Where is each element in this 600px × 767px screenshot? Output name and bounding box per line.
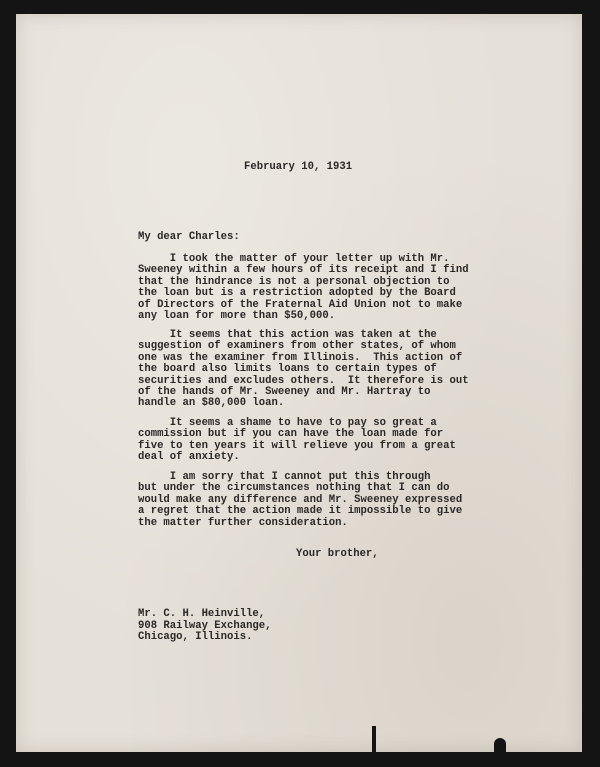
paragraph-line: It seems a shame to have to pay so great a: [138, 417, 437, 429]
paragraph-line: of Directors of the Fraternal Aid Union not to make: [138, 298, 463, 311]
letter-closing: Your brother,: [296, 548, 379, 560]
paragraph-3: [138, 418, 558, 464]
paragraph-line: the loan but is a restriction adopted by the Board: [138, 287, 456, 300]
paragraph-line: It seems that this action was taken at the: [138, 329, 437, 341]
paragraph-line: one was the examiner from Illinois. This action of: [138, 351, 463, 364]
paragraph-2: [138, 330, 558, 410]
paragraph-line: of the hands of Mr. Sweeney and Mr. Hartray to: [138, 385, 431, 398]
paragraph-line: a regret that the action made it impossible to give: [138, 505, 463, 518]
paragraph-line: would make any difference and Mr. Sweeney expressed: [138, 493, 463, 506]
address-line: Mr. C. H. Heinville,: [138, 608, 266, 620]
paragraph-line: five to ten years it will relieve you from a great: [138, 439, 456, 452]
paragraph-line: that the hindrance is not a personal objection to: [138, 275, 450, 288]
paragraph-line: I am sorry that I cannot put this through: [138, 471, 431, 483]
paragraph-line: the matter further consideration.: [138, 516, 348, 529]
address-line: 908 Railway Exchange,: [138, 619, 272, 632]
paragraph-line: handle an $80,000 loan.: [138, 397, 285, 410]
address-line: Chicago, Illinois.: [138, 631, 253, 644]
paragraph-line: securities and excludes others. It therefore is out: [138, 374, 469, 387]
paragraph-line: any loan for more than $50,000.: [138, 309, 336, 322]
paragraph-line: Sweeney within a few hours of its receipt and I find: [138, 264, 469, 277]
paragraph-line: deal of anxiety.: [138, 451, 240, 464]
letter-page: [16, 14, 582, 752]
paragraph-line: I took the matter of your letter up with Mr.: [138, 253, 450, 265]
paragraph-line: commission but if you can have the loan made for: [138, 428, 444, 441]
paragraph-line: the board also limits loans to certain types of: [138, 363, 437, 376]
recipient-address: [138, 609, 272, 644]
paragraph-line: suggestion of examiners from other states, of whom: [138, 340, 456, 353]
letter-salutation: My dear Charles:: [138, 231, 240, 243]
letter-body: [16, 14, 582, 752]
paragraph-4: [138, 472, 558, 529]
letter-date: February 10, 1931: [244, 161, 353, 173]
paragraph-1: [138, 254, 558, 322]
paragraph-line: but under the circumstances nothing that I can do: [138, 482, 450, 495]
